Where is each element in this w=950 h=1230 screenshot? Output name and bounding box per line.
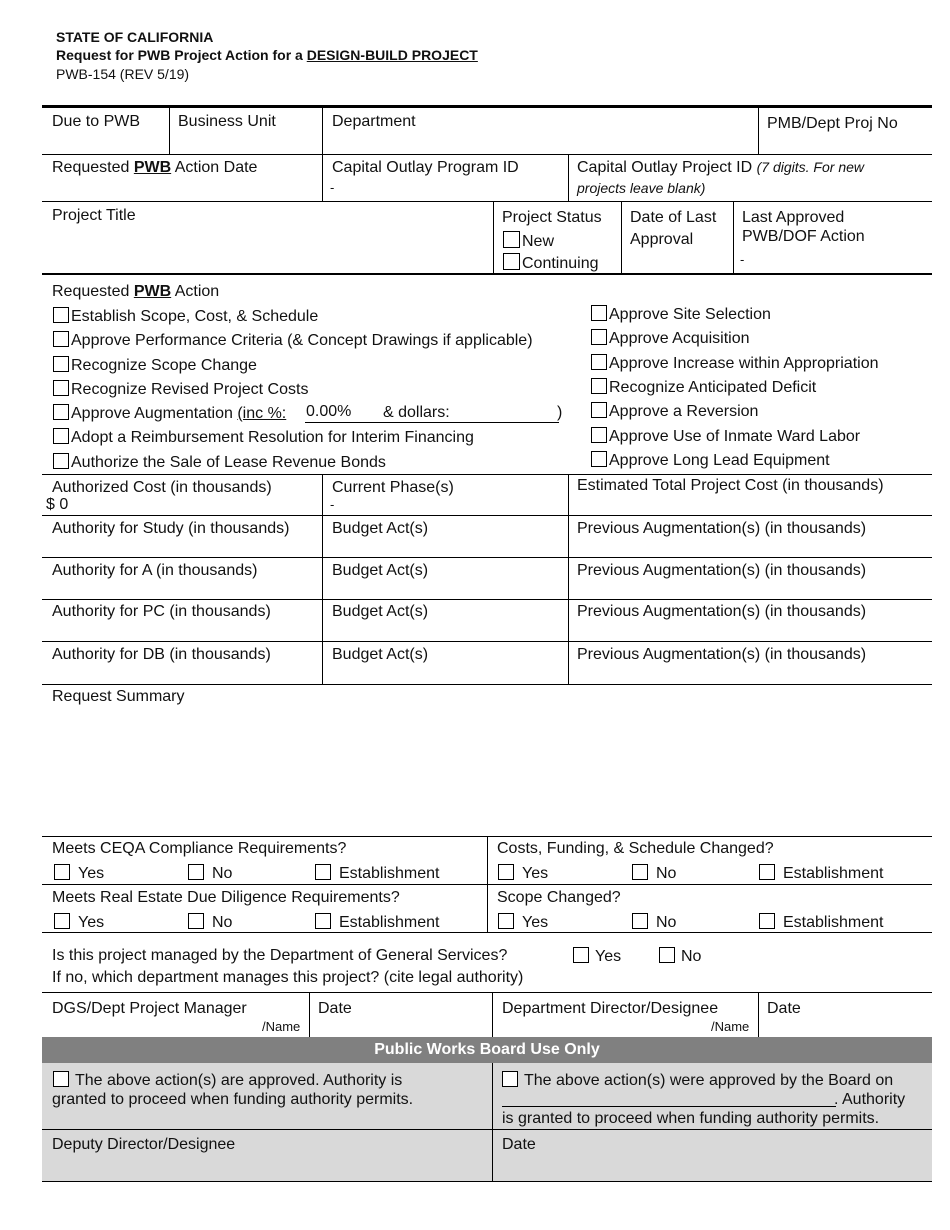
business-unit-label: Business Unit — [178, 113, 276, 130]
checkbox[interactable] — [53, 404, 69, 420]
last-approved-label: Last Approved — [742, 209, 845, 226]
action-label: Authorize the Sale of Lease Revenue Bonds — [71, 454, 386, 471]
real-estate-establishment[interactable] — [315, 913, 440, 932]
approved-right-text: The above action(s) were approved by the Board on — [524, 1072, 894, 1089]
scope-establishment[interactable] — [759, 913, 884, 932]
ceqa-question: Meets CEQA Compliance Requirements? — [52, 840, 347, 857]
pwb-approved-right[interactable] — [502, 1071, 893, 1090]
checkbox[interactable] — [53, 1071, 69, 1087]
checkbox[interactable] — [315, 913, 331, 929]
name-label: /Name — [711, 1019, 750, 1034]
action-heading-prefix: Requested — [52, 283, 134, 300]
authority-text: . Authority — [834, 1091, 906, 1108]
authority-a-label: Authority for A (in thousands) — [52, 562, 258, 579]
option-label: Yes — [522, 865, 549, 882]
action-reversion[interactable] — [591, 402, 758, 421]
dgs-question: Is this project managed by the Department of General Services? — [52, 947, 508, 964]
ceqa-yes[interactable] — [54, 864, 104, 883]
project-id-text: Capital Outlay Project ID — [577, 159, 757, 176]
date-label: Date — [767, 1000, 801, 1017]
form-title-prefix: Request for PWB Project Action for a — [56, 47, 307, 63]
action-heading-suffix: Action — [171, 283, 220, 300]
option-label: Yes — [595, 948, 622, 965]
checkbox[interactable] — [591, 427, 607, 443]
status-new-option[interactable] — [503, 231, 554, 251]
action-recognize-costs[interactable] — [53, 380, 308, 399]
checkbox[interactable] — [502, 1071, 518, 1087]
status-continuing-label: Continuing — [522, 255, 599, 272]
budget-act-label: Budget Act(s) — [332, 562, 429, 579]
previous-augmentation-label: Previous Augmentation(s) (in thousands) — [577, 562, 867, 579]
capital-outlay-project-id-label — [577, 159, 864, 177]
action-label: Establish Scope, Cost, & Schedule — [71, 308, 319, 325]
budget-act-label: Budget Act(s) — [332, 603, 429, 620]
checkbox[interactable] — [53, 356, 69, 372]
checkbox[interactable] — [54, 913, 70, 929]
due-to-pwb-label: Due to PWB — [52, 113, 141, 130]
checkbox[interactable] — [53, 380, 69, 396]
option-label: Yes — [78, 914, 105, 931]
previous-augmentation-label: Previous Augmentation(s) (in thousands) — [577, 603, 867, 620]
requested-prefix: Requested — [52, 159, 134, 176]
action-label: Recognize Scope Change — [71, 357, 257, 374]
pwb-abbrev: PWB — [133, 159, 172, 176]
approval-label: Approval — [630, 231, 694, 248]
checkbox[interactable] — [591, 402, 607, 418]
checkbox[interactable] — [498, 913, 514, 929]
checkbox[interactable] — [54, 864, 70, 880]
dgs-manager-label: DGS/Dept Project Manager — [52, 1000, 247, 1017]
action-label: Approve Site Selection — [609, 306, 771, 323]
costs-no[interactable] — [632, 864, 676, 883]
action-label: Approve Increase within Appropriation — [609, 355, 879, 372]
project-id-note: (7 digits. For new — [756, 159, 864, 175]
date-label: Date — [318, 1000, 352, 1017]
deputy-director-label: Deputy Director/Designee — [52, 1136, 236, 1153]
checkbox[interactable] — [53, 307, 69, 323]
costs-changed-question: Costs, Funding, & Schedule Changed? — [497, 840, 774, 857]
checkbox[interactable] — [759, 913, 775, 929]
requested-action-heading — [52, 283, 219, 301]
checkbox[interactable] — [591, 329, 607, 345]
checkbox[interactable] — [632, 913, 648, 929]
action-lease-revenue[interactable] — [53, 453, 386, 472]
action-reimbursement[interactable] — [53, 428, 474, 447]
checkbox[interactable] — [759, 864, 775, 880]
checkbox[interactable] — [659, 947, 675, 963]
option-label: Yes — [78, 865, 105, 882]
budget-act-label: Budget Act(s) — [332, 646, 429, 663]
real-estate-question: Meets Real Estate Due Diligence Requirements? — [52, 889, 400, 906]
action-label: Approve a Reversion — [609, 403, 759, 420]
ceqa-establishment[interactable] — [315, 864, 440, 883]
action-approve-performance[interactable] — [53, 331, 533, 350]
status-continuing-option[interactable] — [503, 253, 599, 273]
action-recognize-scope[interactable] — [53, 356, 257, 375]
authority-study-label: Authority for Study (in thousands) — [52, 520, 290, 537]
action-approve-augmentation[interactable] — [53, 404, 286, 423]
dgs-followup: If no, which department manages this project? (cite legal authority) — [52, 969, 524, 986]
authority-pc-label: Authority for PC (in thousands) — [52, 603, 271, 620]
action-increase-appropriation[interactable] — [591, 354, 879, 373]
checkbox[interactable] — [573, 947, 589, 963]
action-label: Adopt a Reimbursement Resolution for Interim Financing — [71, 429, 474, 446]
action-label: Recognize Anticipated Deficit — [609, 379, 817, 396]
checkbox[interactable] — [188, 864, 204, 880]
scope-no[interactable] — [632, 913, 676, 932]
checkbox[interactable] — [315, 864, 331, 880]
option-label: Establishment — [339, 865, 440, 882]
director-label: Department Director/Designee — [502, 1000, 719, 1017]
department-label: Department — [332, 113, 416, 130]
real-estate-yes[interactable] — [54, 913, 104, 932]
previous-augmentation-label: Previous Augmentation(s) (in thousands) — [577, 520, 867, 537]
real-estate-no[interactable] — [188, 913, 232, 932]
estimated-total-label: Estimated Total Project Cost (in thousands) — [577, 477, 884, 494]
dgs-yes[interactable] — [573, 947, 621, 966]
checkbox[interactable] — [632, 864, 648, 880]
action-site-selection[interactable] — [591, 305, 771, 324]
costs-yes[interactable] — [498, 864, 548, 883]
last-approved-value[interactable]: - — [740, 252, 745, 267]
option-label: No — [212, 865, 233, 882]
action-date-suffix: Action Date — [171, 159, 258, 176]
option-label: Establishment — [783, 914, 884, 931]
status-new-label: New — [522, 233, 555, 250]
project-status-label: Project Status — [502, 209, 602, 226]
augmentation-close: ) — [557, 404, 563, 421]
date-of-last-label: Date of Last — [630, 209, 717, 226]
action-label: Recognize Revised Project Costs — [71, 381, 309, 398]
option-label: No — [656, 914, 677, 931]
form-id: PWB-154 (REV 5/19) — [56, 66, 190, 82]
action-inmate-labor[interactable] — [591, 427, 860, 446]
request-summary-label: Request Summary — [52, 688, 185, 705]
action-label: Approve Use of Inmate Ward Labor — [609, 428, 861, 445]
program-id-value[interactable]: - — [330, 180, 335, 195]
checkbox[interactable] — [591, 305, 607, 321]
augmentation-inc: (inc %: — [237, 405, 287, 422]
checkbox[interactable] — [498, 864, 514, 880]
checkbox[interactable] — [591, 354, 607, 370]
action-anticipated-deficit[interactable] — [591, 378, 816, 397]
pmb-dept-proj-no-label: PMB/Dept Proj No — [767, 115, 898, 132]
budget-act-label: Budget Act(s) — [332, 520, 429, 537]
checkbox[interactable] — [591, 451, 607, 467]
scope-changed-question: Scope Changed? — [497, 889, 621, 906]
current-phase-value[interactable]: - — [330, 497, 335, 512]
augmentation-label: Approve Augmentation — [71, 405, 238, 422]
approved-right-text-3: is granted to proceed when funding authority permits. — [502, 1110, 880, 1127]
option-label: Yes — [522, 914, 549, 931]
approved-left-text-2: granted to proceed when funding authority permits. — [52, 1091, 414, 1108]
checkbox[interactable] — [53, 331, 69, 347]
authorized-cost-label: Authorized Cost (in thousands) — [52, 479, 272, 496]
scope-yes[interactable] — [498, 913, 548, 932]
action-label: Approve Acquisition — [609, 330, 750, 347]
action-acquisition[interactable] — [591, 329, 750, 348]
pwb-date-label: Date — [502, 1136, 536, 1153]
status-new-checkbox[interactable] — [503, 231, 520, 248]
action-establish-scope[interactable] — [53, 307, 318, 326]
option-label: No — [212, 914, 233, 931]
action-long-lead[interactable] — [591, 451, 830, 470]
checkbox[interactable] — [53, 453, 69, 469]
project-title-label: Project Title — [52, 207, 136, 224]
option-label: No — [656, 865, 677, 882]
augmentation-pct-value[interactable]: 0.00% — [306, 403, 352, 420]
checkbox[interactable] — [591, 378, 607, 394]
checkbox[interactable] — [53, 428, 69, 444]
option-label: No — [681, 948, 702, 965]
pwb-dof-action-label: PWB/DOF Action — [742, 228, 865, 245]
form-title — [56, 47, 478, 63]
authorized-cost-value[interactable]: $ 0 — [46, 496, 69, 513]
ceqa-no[interactable] — [188, 864, 232, 883]
pwb-approved-left[interactable] — [53, 1071, 402, 1090]
costs-establishment[interactable] — [759, 864, 884, 883]
requested-action-date-label — [52, 159, 257, 177]
capital-outlay-program-id-label: Capital Outlay Program ID — [332, 159, 519, 176]
previous-augmentation-label: Previous Augmentation(s) (in thousands) — [577, 646, 867, 663]
authority-db-label: Authority for DB (in thousands) — [52, 646, 271, 663]
status-continuing-checkbox[interactable] — [503, 253, 520, 270]
action-heading-pwb: PWB — [133, 283, 172, 300]
pwb-use-banner: Public Works Board Use Only — [42, 1037, 932, 1063]
option-label: Establishment — [339, 914, 440, 931]
dgs-no[interactable] — [659, 947, 701, 966]
project-id-note-2: projects leave blank) — [577, 180, 706, 196]
form-title-emph: DESIGN-BUILD PROJECT — [306, 47, 478, 63]
augmentation-dollars-label: & dollars: — [383, 404, 450, 421]
checkbox[interactable] — [188, 913, 204, 929]
action-label: Approve Long Lead Equipment — [609, 452, 830, 469]
action-label: Approve Performance Criteria (& Concept Drawings if applicable) — [71, 332, 533, 349]
option-label: Establishment — [783, 865, 884, 882]
approved-left-text: The above action(s) are approved. Authority is — [75, 1072, 403, 1089]
current-phase-label: Current Phase(s) — [332, 479, 454, 496]
state-heading: STATE OF CALIFORNIA — [56, 29, 214, 45]
name-label: /Name — [262, 1019, 301, 1034]
